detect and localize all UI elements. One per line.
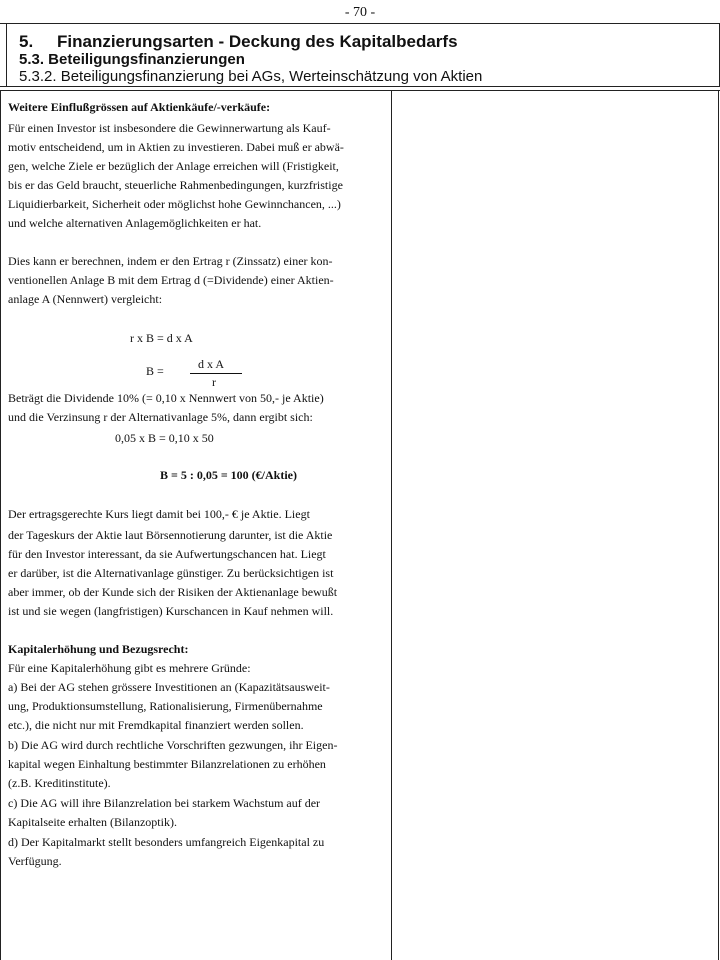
list-item: a) Bei der AG stehen grössere Investitionen an (Kapazitätsausweit- [8,680,330,694]
paragraph-line: und welche alternativen Anlagemöglichkeiten er hat. [8,216,262,230]
chapter-title-text: Finanzierungsarten - Deckung des Kapitalbedarfs [57,32,458,51]
paragraph-line: Für eine Kapitalerhöhung gibt es mehrere Gründe: [8,661,251,675]
formula-example: 0,05 x B = 0,10 x 50 [115,431,214,445]
formula-numerator: d x A [198,357,225,371]
list-item: (z.B. Kreditinstitute). [8,776,111,790]
list-item: Verfügung. [8,854,62,868]
section-heading-einflussgroessen: Weitere Einflußgrössen auf Aktienkäufe/-verkäufe: [8,100,271,114]
paragraph-line: ist und sie wegen (langfristigen) Kurschancen in Kauf nehmen will. [8,604,334,618]
paragraph-line: aber immer, ob der Kunde sich der Risiken der Aktienanlage bewußt [8,585,338,599]
subsection-title: 5.3.2. Beteiligungsfinanzierung bei AGs, Werteinschätzung von Aktien [19,68,483,85]
formula-result: B = 5 : 0,05 = 100 (€/Aktie) [160,468,297,482]
paragraph-line: er darüber, ist die Alternativanlage günstiger. Zu berücksichtigen ist [8,566,334,580]
list-item: Kapitalseite erhalten (Bilanzoptik). [8,815,177,829]
paragraph-line: anlage A (Nennwert) vergleicht: [8,292,163,306]
section-heading-kapitalerhoehung: Kapitalerhöhung und Bezugsrecht: [8,642,189,656]
paragraph-line: Dies kann er berechnen, indem er den Ertrag r (Zinssatz) einer kon- [8,254,333,268]
chapter-header [6,24,720,86]
notes-column [391,90,719,960]
paragraph-line: gen, welche Ziele er bezüglich der Anlage erreichen will (Fristigkeit, [8,159,339,173]
list-item: ung, Produktionsumstellung, Rationalisierung, Firmenübernahme [8,699,323,713]
formula-denominator: r [212,375,216,389]
paragraph-line: motiv entscheidend, um in Aktien zu investieren. Dabei muß er abwä- [8,140,344,154]
paragraph-line: der Tageskurs der Aktie laut Börsennotierung darunter, ist die Aktie [8,528,333,542]
paragraph-line: für den Investor interessant, da sie Aufwertungschancen hat. Liegt [8,547,326,561]
paragraph-line: Beträgt die Dividende 10% (= 0,10 x Nennwert von 50,- je Aktie) [8,391,324,405]
chapter-title [19,32,458,52]
paragraph-line: Der ertragsgerechte Kurs liegt damit bei 100,- € je Aktie. Liegt [8,507,310,521]
formula-equation: r x B = d x A [130,331,193,345]
paragraph-line: Für einen Investor ist insbesondere die Gewinnerwartung als Kauf- [8,121,331,135]
list-item: c) Die AG will ihre Bilanzrelation bei starkem Wachstum auf der [8,796,321,810]
section-title: 5.3. Beteiligungsfinanzierungen [19,51,245,68]
list-item: kapital wegen Einhaltung bestimmter Bilanzrelationen zu erhöhen [8,757,326,771]
paragraph-line: und die Verzinsung r der Alternativanlage 5%, dann ergibt sich: [8,410,313,424]
paragraph-line: Liquidierbarkeit, Sicherheit oder möglichst hohe Gewinnchancen, ...) [8,197,341,211]
chapter-number: 5. [19,32,34,51]
list-item: etc.), die nicht nur mit Fremdkapital finanziert werden sollen. [8,718,304,732]
list-item: d) Der Kapitalmarkt stellt besonders umfangreich Eigenkapital zu [8,835,325,849]
list-item: b) Die AG wird durch rechtliche Vorschriften gezwungen, ihr Eigen- [8,738,338,752]
paragraph-line: ventionellen Anlage B mit dem Ertrag d (=Dividende) einer Aktien- [8,273,334,287]
paragraph-line: bis er das Geld braucht, steuerliche Rahmenbedingungen, kurzfristige [8,178,343,192]
formula-fraction-lhs: B = [146,364,164,378]
fraction-bar [190,373,242,374]
page-number: - 70 - [344,5,376,20]
header-rule [0,86,720,87]
